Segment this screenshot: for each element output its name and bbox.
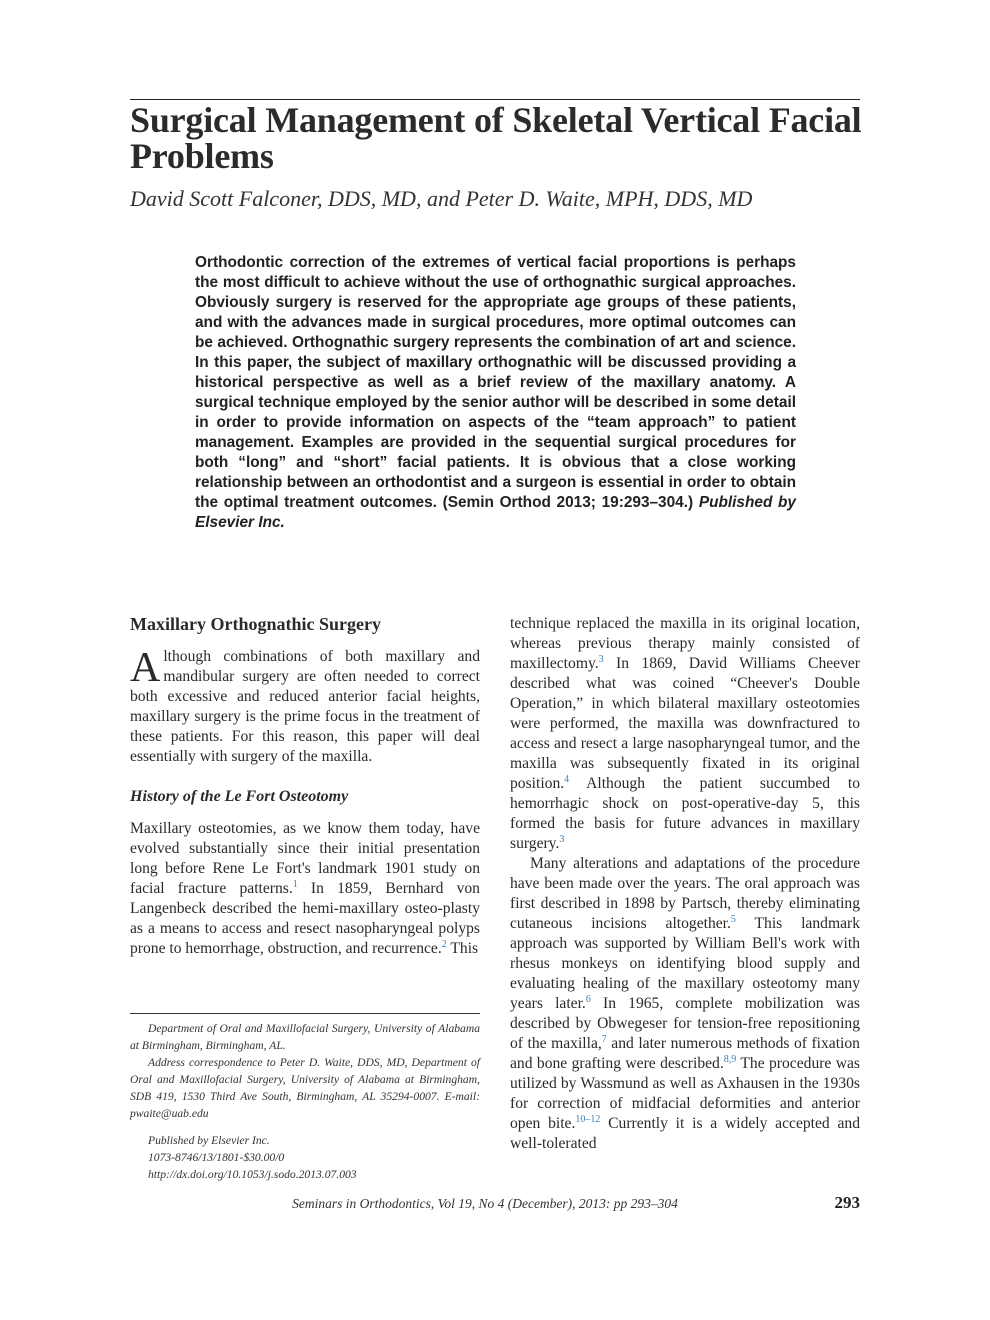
citation-link[interactable]: 7 bbox=[601, 1034, 607, 1045]
footnote-rule bbox=[130, 1013, 480, 1014]
body-text: Currently it is a widely accepted and well-tolerated bbox=[510, 1115, 861, 1152]
history-text-2: In 1859, Bernhard von Langenbeck described the hemi-maxillary osteo-plasty as a means to access and resect nasopharyngeal polyps prone to hemorrhage, obstruction, and recurrence. bbox=[130, 880, 480, 957]
subsection-heading: History of the Le Fort Osteotomy bbox=[130, 788, 349, 805]
body-text: In 1965, complete mobilization was described by Obwegeser for tension-free repositioning of the maxilla, bbox=[510, 995, 861, 1052]
body-text: technique replaced the maxilla in its original location, whereas previous therapy mainly consisted of maxillectomy. bbox=[510, 615, 860, 672]
citation-link[interactable]: 3 bbox=[559, 834, 565, 845]
citation-link[interactable]: 4 bbox=[564, 774, 570, 785]
body-text: and later numerous methods of fixation and bone grafting were described. bbox=[510, 1035, 860, 1072]
drop-cap: A bbox=[130, 645, 161, 691]
history-text-1: Maxillary osteotomies, as we know them today, have evolved substantially since their initial presentation long before Rene Le Fort's landmark 1901 study on facial fracture patterns. bbox=[130, 820, 480, 897]
doi-link[interactable]: http://dx.doi.org/10.1053/j.sodo.2013.07.003 bbox=[148, 1168, 357, 1181]
right-column bbox=[510, 614, 860, 1154]
abstract-publisher: Published by Elsevier Inc. bbox=[195, 494, 796, 531]
affiliation-note: Department of Oral and Maxillofacial Surgery, University of Alabama at Birmingham, Birmingham, AL. bbox=[130, 1022, 480, 1052]
body-text: The procedure was utilized by Wassmund as well as Axhausen in the 1930s for correction of midfacial deformities and anterior open bite. bbox=[510, 1055, 861, 1132]
history-text-3: This bbox=[446, 940, 479, 957]
intro-paragraph bbox=[130, 647, 480, 767]
body-paragraph-1 bbox=[510, 614, 860, 854]
footnotes bbox=[130, 1020, 480, 1183]
history-paragraph bbox=[130, 819, 480, 959]
citation-link[interactable]: 1 bbox=[292, 879, 298, 890]
publisher-line: Published by Elsevier Inc. bbox=[148, 1134, 270, 1147]
citation-link[interactable]: 2 bbox=[441, 939, 447, 950]
citation-link[interactable]: 6 bbox=[585, 994, 591, 1005]
section-heading: Maxillary Orthognathic Surgery bbox=[130, 614, 381, 634]
citation-link[interactable]: 3 bbox=[598, 654, 604, 665]
issn-line: 1073-8746/13/1801-$30.00/0 bbox=[148, 1151, 285, 1164]
page-number: 293 bbox=[834, 1193, 860, 1212]
intro-text: lthough combinations of both maxillary and mandibular surgery are often needed to correct both excessive and reduced anterior facial heights, maxillary surgery is the prime focus in the treatment of these patients. For this reason, this paper will deal essentially with surgery of the maxilla. bbox=[130, 648, 480, 765]
body-text: This landmark approach was supported by William Bell's work with rhesus monkeys on identifying blood supply and evaluating healing of the maxillary osteotomy many years later. bbox=[510, 915, 860, 1012]
citation-link[interactable]: 8,9 bbox=[723, 1054, 737, 1065]
citation-link[interactable]: 10–12 bbox=[575, 1114, 601, 1125]
author-line: David Scott Falconer, DDS, MD, and Peter D. Waite, MPH, DDS, MD bbox=[130, 186, 753, 211]
correspondence-note: Address correspondence to Peter D. Waite, DDS, MD, Department of Oral and Maxillofacial Surgery, University of Alabama at Birmingham, SDB 419, 1530 Third Ave South, Birmingham, AL 35294-0007. E-mail: pwaite@uab.edu bbox=[130, 1056, 480, 1120]
body-text: Although the patient succumbed to hemorrhagic shock on post-operative-day 5, this formed the basis for future advances in maxillary surgery. bbox=[510, 775, 860, 852]
left-column bbox=[130, 613, 480, 959]
body-paragraph-2 bbox=[510, 854, 860, 1154]
abstract-text: Orthodontic correction of the extremes of vertical facial proportions is perhaps the most difficult to achieve without the use of orthognathic surgical approaches. Obviously surgery is reserved for the appropriate age groups of these patients, and with the advances made in surgical procedures, more optimal outcomes can be achieved. Orthognathic surgery represents the combination of art and science. In this paper, the subject of maxillary orthognathic will be discussed providing a historical perspective as well as a brief review of the maxillary anatomy. A surgical technique employed by the senior author will be described in some detail in order to provide information on aspects of the “team approach” to patient management. Examples are provided in the sequential surgical procedures for both “long” and “short” facial patients. It is obvious that a close working relationship between an orthodontist and a surgeon is essential in order to obtain the optimal treatment outcomes. (Semin Orthod 2013; 19:293–304.) bbox=[195, 254, 796, 511]
article-title: Surgical Management of Skeletal Vertical Facial Problems bbox=[130, 100, 862, 176]
citation-link[interactable]: 5 bbox=[730, 914, 736, 925]
journal-citation: Seminars in Orthodontics, Vol 19, No 4 (December), 2013: pp 293–304 bbox=[292, 1196, 678, 1211]
body-text: Many alterations and adaptations of the procedure have been made over the years. The oral approach was first described in 1898 by Partsch, thereby eliminating cutaneous incisions altogether. bbox=[510, 855, 860, 932]
publication-info bbox=[130, 1132, 480, 1183]
abstract bbox=[195, 253, 796, 533]
body-text: In 1869, David Williams Cheever described what was coined “Cheever's Double Operation,” in which bilateral maxillary osteotomies were performed, the maxilla was downfractured to access and resect a large nasopharyngeal tumor, and the maxilla was subsequently fixated in its original position. bbox=[510, 655, 860, 792]
